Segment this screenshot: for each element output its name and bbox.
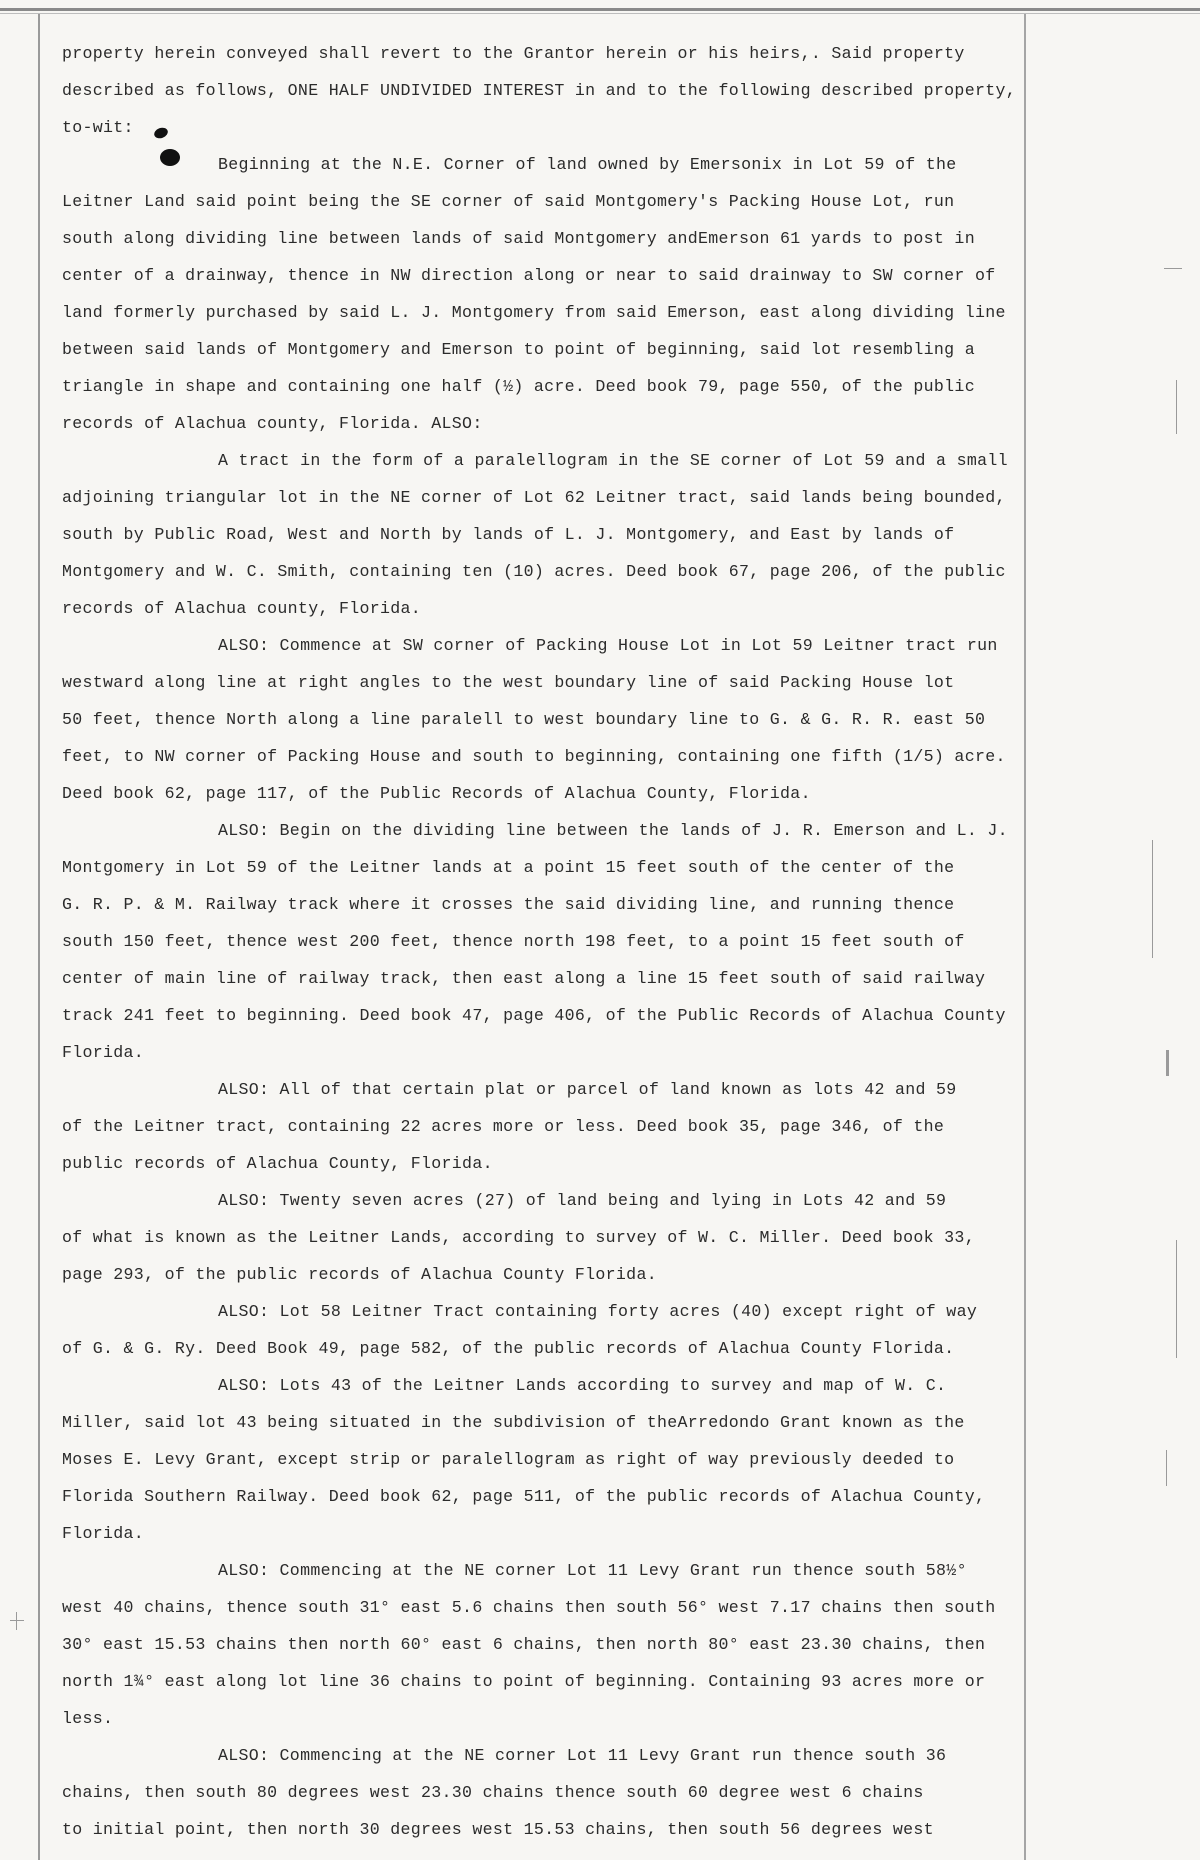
document-line: center of main line of railway track, then east along a line 15 feet south of said railway <box>62 969 986 988</box>
document-line: Florida. <box>62 1043 145 1062</box>
document-line: Miller, said lot 43 being situated in the subdivision of theArredondo Grant known as the <box>62 1413 965 1432</box>
document-line: track 241 feet to beginning. Deed book 47, page 406, of the Public Records of Alachua County <box>62 1006 1006 1025</box>
document-line: property herein conveyed shall revert to the Grantor herein or his heirs,. Said property <box>62 44 965 63</box>
document-line: Montgomery and W. C. Smith, containing ten (10) acres. Deed book 67, page 206, of the public <box>62 562 1006 581</box>
document-line: A tract in the form of a paralellogram in the SE corner of Lot 59 and a small <box>218 451 1008 470</box>
margin-mark <box>1176 1240 1177 1358</box>
document-line: ALSO: Commencing at the NE corner Lot 11 Levy Grant run thence south 36 <box>218 1746 947 1765</box>
top-rule-secondary <box>0 13 1200 14</box>
document-line: public records of Alachua County, Florida. <box>62 1154 493 1173</box>
document-line: less. <box>62 1709 114 1728</box>
document-line: records of Alachua county, Florida. <box>62 599 422 618</box>
document-line: south 150 feet, thence west 200 feet, thence north 198 feet, to a point 15 feet south of <box>62 932 965 951</box>
document-line: Deed book 62, page 117, of the Public Records of Alachua County, Florida. <box>62 784 811 803</box>
ink-blot <box>160 149 180 166</box>
document-line: of what is known as the Leitner Lands, according to survey of W. C. Miller. Deed book 33, <box>62 1228 975 1247</box>
document-line: page 293, of the public records of Alachua County Florida. <box>62 1265 657 1284</box>
document-line: triangle in shape and containing one half (½) acre. Deed book 79, page 550, of the public <box>62 377 975 396</box>
margin-mark <box>16 1612 17 1630</box>
document-line: ALSO: All of that certain plat or parcel of land known as lots 42 and 59 <box>218 1080 957 1099</box>
left-margin-line <box>38 14 40 1860</box>
document-line: center of a drainway, thence in NW direction along or near to said drainway to SW corner of <box>62 266 996 285</box>
document-line: of the Leitner tract, containing 22 acres more or less. Deed book 35, page 346, of the <box>62 1117 945 1136</box>
document-line: 50 feet, thence North along a line paralell to west boundary line to G. & G. R. R. east 50 <box>62 710 986 729</box>
document-line: Beginning at the N.E. Corner of land owned by Emersonix in Lot 59 of the <box>218 155 957 174</box>
document-line: south by Public Road, West and North by lands of L. J. Montgomery, and East by lands of <box>62 525 955 544</box>
margin-mark <box>1166 1050 1169 1076</box>
margin-mark <box>1166 1450 1167 1486</box>
document-line: of G. & G. Ry. Deed Book 49, page 582, of the public records of Alachua County Florida. <box>62 1339 955 1358</box>
document-line: land formerly purchased by said L. J. Montgomery from said Emerson, east along dividing line <box>62 303 1006 322</box>
document-line: north 1¾° east along lot line 36 chains to point of beginning. Containing 93 acres more or <box>62 1672 986 1691</box>
document-line: feet, to NW corner of Packing House and south to beginning, containing one fifth (1/5) acre. <box>62 747 1006 766</box>
document-line: described as follows, ONE HALF UNDIVIDED INTEREST in and to the following described property, <box>62 81 1016 100</box>
document-line: chains, then south 80 degrees west 23.30 chains thence south 60 degree west 6 chains <box>62 1783 924 1802</box>
document-line: Moses E. Levy Grant, except strip or paralellogram as right of way previously deeded to <box>62 1450 955 1469</box>
margin-mark <box>10 1620 24 1621</box>
document-line: Florida Southern Railway. Deed book 62, page 511, of the public records of Alachua County, <box>62 1487 986 1506</box>
document-line: Florida. <box>62 1524 145 1543</box>
right-margin-line <box>1024 14 1026 1860</box>
document-line: ALSO: Commence at SW corner of Packing House Lot in Lot 59 Leitner tract run <box>218 636 998 655</box>
ink-blot <box>153 126 170 140</box>
document-line: between said lands of Montgomery and Emerson to point of beginning, said lot resembling a <box>62 340 975 359</box>
document-line: south along dividing line between lands of said Montgomery andEmerson 61 yards to post in <box>62 229 975 248</box>
document-line: adjoining triangular lot in the NE corner of Lot 62 Leitner tract, said lands being bounded, <box>62 488 1006 507</box>
document-line: ALSO: Twenty seven acres (27) of land being and lying in Lots 42 and 59 <box>218 1191 947 1210</box>
document-line: records of Alachua county, Florida. ALSO: <box>62 414 483 433</box>
document-line: ALSO: Begin on the dividing line between the lands of J. R. Emerson and L. J. <box>218 821 1008 840</box>
document-line: 30° east 15.53 chains then north 60° east 6 chains, then north 80° east 23.30 chains, then <box>62 1635 986 1654</box>
document-line: ALSO: Lots 43 of the Leitner Lands according to survey and map of W. C. <box>218 1376 947 1395</box>
document-line: west 40 chains, thence south 31° east 5.6 chains then south 56° west 7.17 chains then south <box>62 1598 996 1617</box>
margin-mark <box>1152 840 1153 958</box>
document-line: to-wit: <box>62 118 134 137</box>
document-line: westward along line at right angles to the west boundary line of said Packing House lot <box>62 673 955 692</box>
document-line: G. R. P. & M. Railway track where it crosses the said dividing line, and running thence <box>62 895 955 914</box>
document-line: Montgomery in Lot 59 of the Leitner lands at a point 15 feet south of the center of the <box>62 858 955 877</box>
document-line: Leitner Land said point being the SE corner of said Montgomery's Packing House Lot, run <box>62 192 955 211</box>
document-line: to initial point, then north 30 degrees west 15.53 chains, then south 56 degrees west <box>62 1820 934 1839</box>
margin-mark <box>1164 268 1182 269</box>
top-rule <box>0 8 1200 11</box>
document-line: ALSO: Lot 58 Leitner Tract containing forty acres (40) except right of way <box>218 1302 978 1321</box>
document-line: ALSO: Commencing at the NE corner Lot 11 Levy Grant run thence south 58½° <box>218 1561 967 1580</box>
margin-mark <box>1176 380 1177 434</box>
